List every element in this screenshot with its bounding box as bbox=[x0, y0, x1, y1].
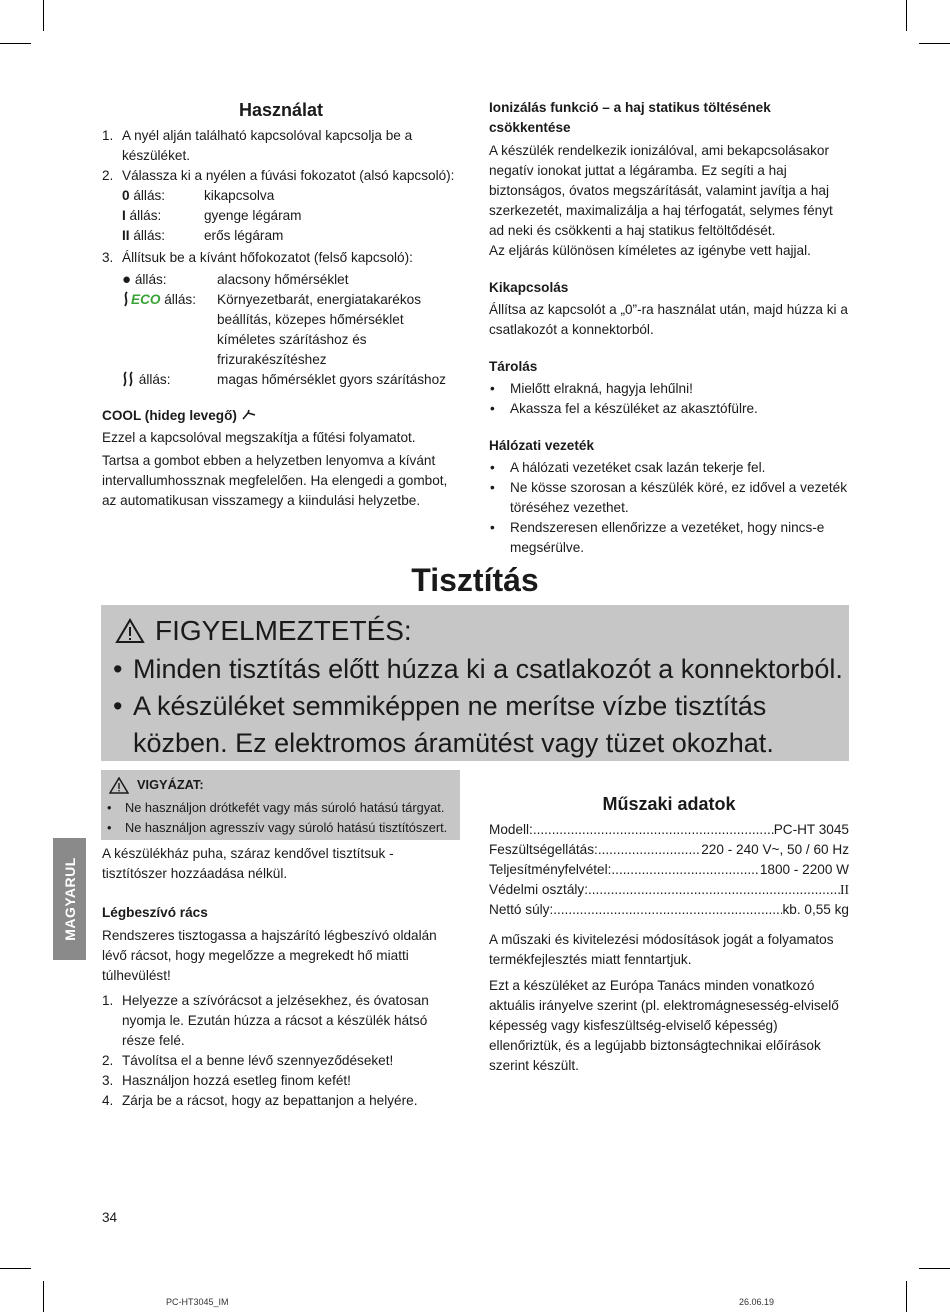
list-item: 2. Távolítsa el a benne lévő szennyeződéseket! bbox=[102, 1053, 394, 1068]
cool-text-2: Tartsa a gombot ebben a helyzetben lenyomva a kívánt intervallumhossznak megfelelően. Ha elengedi a gombot, az automatikusan visszamegy a kiindulási helyzetbe. bbox=[102, 453, 448, 508]
list-item: • Ne kösse szorosan a készülék köré, ez idővel a vezeték töréséhez vezethet. bbox=[489, 478, 851, 518]
fan-setting-row: 0 állás: kikapcsolva bbox=[122, 188, 275, 203]
spec-row: Modell: ..... PC-HT 3045 bbox=[489, 820, 849, 840]
usage-steps bbox=[102, 126, 460, 186]
footer-left: PC-HT3045_IM bbox=[166, 1297, 229, 1307]
footer-right: 26.06.19 bbox=[739, 1297, 775, 1307]
warning-triangle-icon bbox=[109, 777, 129, 794]
crop-mark bbox=[906, 0, 907, 31]
eco-icon: ECO bbox=[131, 292, 161, 307]
ion-title: Ionizálás funkció – a haj statikus töltésének csökkentése bbox=[489, 100, 771, 135]
off-title: Kikapcsolás bbox=[489, 280, 569, 295]
grid-steps bbox=[102, 991, 462, 1111]
double-heat-wave-icon bbox=[122, 370, 135, 390]
list-item: • Mielőtt elrakná, hagyja lehűlni! bbox=[489, 379, 851, 399]
warning-triangle-icon bbox=[115, 618, 145, 644]
grid-title: Légbeszívó rács bbox=[102, 905, 208, 920]
crop-mark bbox=[43, 1281, 44, 1312]
right-column bbox=[489, 98, 851, 558]
list-item: • Minden tisztítás előtt húzza ki a csatlakozót a konnektorból. bbox=[111, 651, 843, 688]
storage-title: Tárolás bbox=[489, 359, 538, 374]
housing-text: A készülékház puha, száraz kendővel tisztítsuk - tisztítószer hozzáadása nélkül. bbox=[102, 846, 394, 881]
caution-header: VIGYÁZAT: bbox=[109, 775, 204, 795]
warning-list bbox=[111, 651, 843, 762]
cool-text-1: Ezzel a kapcsolóval megszakítja a fűtési folyamatot. bbox=[102, 430, 416, 445]
fan-setting-row: II állás: erős légáram bbox=[122, 228, 284, 243]
specs-title: Műszaki adatok bbox=[602, 794, 736, 814]
list-item: 3. Használjon hozzá esetleg finom kefét! bbox=[102, 1073, 351, 1088]
list-item: • Akassza fel a készüléket az akasztófülre. bbox=[489, 399, 851, 419]
fan-setting-row: I állás: gyenge légáram bbox=[122, 208, 302, 223]
usage-title: Használat bbox=[238, 100, 324, 120]
language-tab: MAGYARUL bbox=[53, 838, 86, 960]
crop-mark bbox=[919, 43, 950, 44]
list-item: • Rendszeresen ellenőrizze a vezetéket, hogy nincs-e megsérülve. bbox=[489, 518, 851, 558]
caution-list bbox=[105, 798, 447, 838]
left-column bbox=[102, 98, 460, 511]
ion-text-2: Az eljárás különösen kíméletes az igénybe vett hajjal. bbox=[489, 243, 811, 258]
ion-text-1: A készülék rendelkezik ionizálóval, ami bekapcsolásakor negatív ionokat juttat a légáramba. Ez segíti a haj biztonságos, óvatos megszárítását, valamint javítja a haj szerkezetét, maximalizálja a haj térfogatát, selymes fényt ad neki és csökkenti a haj statikus feltöltődését. bbox=[489, 143, 833, 238]
heat-wave-icon bbox=[122, 290, 131, 310]
cleaning-title: Tisztítás bbox=[411, 562, 539, 598]
spec-row: Nettó súly: ..... kb. 0,55 kg bbox=[489, 900, 849, 920]
heat-setting-row: ● állás: alacsony hőmérséklet bbox=[122, 271, 349, 288]
list-item: • A készüléket semmiképpen ne merítse vízbe tisztítás közben. Ez elektromos áramütést vagy tüzet okozhat. bbox=[111, 688, 811, 762]
cord-title: Hálózati vezeték bbox=[489, 438, 595, 453]
spec-row: Feszültségellátás: ..... 220 - 240 V~, 50 / 60 Hz bbox=[489, 840, 849, 860]
cool-fan-icon bbox=[241, 408, 257, 423]
dot-icon: ● bbox=[122, 271, 132, 288]
cleaning-left-column bbox=[102, 844, 462, 1111]
warning-header: FIGYELMEZTETÉS: bbox=[115, 613, 412, 649]
list-item: • Ne használjon drótkefét vagy más súroló hatású tárgyat. bbox=[105, 798, 447, 818]
crop-mark bbox=[919, 1268, 950, 1269]
heat-settings bbox=[122, 270, 460, 390]
off-text: Állítsa az kapcsolót a „0”-ra használat után, majd húzza ki a csatlakozót a konnektorból. bbox=[489, 302, 848, 337]
heat-setting-row: állás: magas hőmérséklet gyors szárításhoz bbox=[122, 370, 460, 390]
crop-mark bbox=[0, 1268, 31, 1269]
warning-box bbox=[101, 605, 849, 761]
crop-mark bbox=[43, 0, 44, 31]
grid-text: Rendszeres tisztogassa a hajszárító légbeszívó oldalán lévő rácsot, hogy megelőzze a megrekedt hő miatti túlhevülést! bbox=[102, 928, 437, 983]
list-item: 2. Válassza ki a nyélen a fúvási fokozatot (alsó kapcsoló): bbox=[102, 168, 455, 183]
list-item: • Ne használjon agresszív vagy súroló hatású tisztítószert. bbox=[105, 818, 447, 838]
cord-list bbox=[489, 458, 851, 558]
spec-row: Védelmi osztály: ..... II bbox=[489, 880, 849, 900]
specs-note-1: A műszaki és kivitelezési módosítások jogát a folyamatos termékfejlesztés miatt fenntartjuk. bbox=[489, 932, 834, 967]
crop-mark bbox=[0, 43, 31, 44]
specs-column bbox=[489, 792, 849, 1076]
spec-row: Teljesítményfelvétel: ..... 1800 - 2200 W bbox=[489, 860, 849, 880]
fan-settings bbox=[122, 186, 460, 246]
list-item: 1. A nyél alján található kapcsolóval kapcsolja be a készüléket. bbox=[102, 128, 413, 163]
list-item: 1. Helyezze a szívórácsot a jelzésekhez, és óvatosan nyomja le. Ezután húzza a rácsot a készülék hátsó része felé. bbox=[102, 993, 429, 1048]
usage-step-3 bbox=[102, 248, 460, 268]
list-item: • A hálózati vezetéket csak lazán tekerje fel. bbox=[489, 458, 851, 478]
heat-setting-row: ECO állás: Környezetbarát, energiatakarékos beállítás, közepes hőmérséklet kíméletes szárításhoz és frizurakészítéshez bbox=[122, 290, 460, 370]
storage-list bbox=[489, 379, 851, 419]
list-item: 4. Zárja be a rácsot, hogy az bepattanjon a helyére. bbox=[102, 1093, 418, 1108]
specs-note-2: Ezt a készüléket az Európa Tanács minden vonatkozó aktuális irányelve szerint (pl. elektromágnesesség-elviselő képesség vagy kisfeszültség-elviselő képesség) ellenőriztük, és a legújabb biztonságtechnikai előírások szerint készült. bbox=[489, 978, 839, 1073]
page-number: 34 bbox=[102, 1210, 118, 1225]
crop-mark bbox=[906, 1281, 907, 1312]
caution-box bbox=[101, 770, 460, 840]
list-item: 3. Állítsuk be a kívánt hőfokozatot (felső kapcsoló): bbox=[102, 250, 413, 265]
cool-title: COOL (hideg levegő) bbox=[102, 406, 460, 426]
